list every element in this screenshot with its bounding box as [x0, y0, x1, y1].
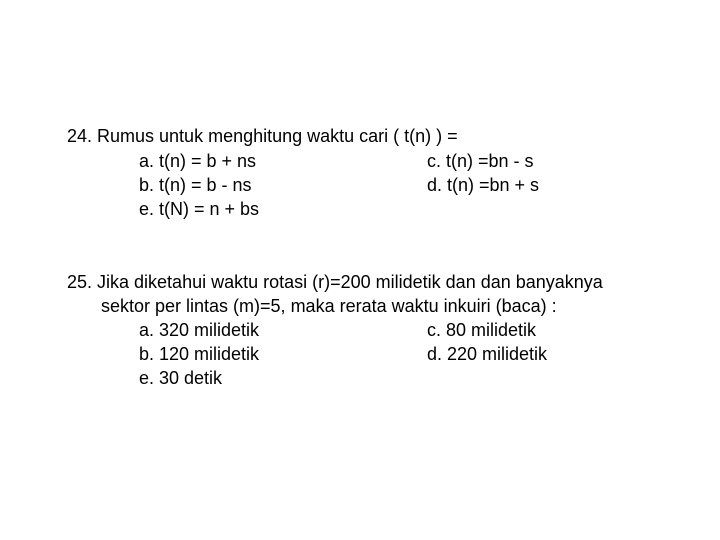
question-24-option-d: d. t(n) =bn + s — [427, 175, 540, 195]
question-24-text: 24. Rumus untuk menghitung waktu cari ( t(n) ) = — [67, 126, 458, 146]
question-24-option-c: c. t(n) =bn - s — [427, 151, 534, 171]
question-25-text-line2: sektor per lintas (m)=5, maka rerata waktu inkuiri (baca) : — [101, 296, 557, 316]
question-24-option-e: e. t(N) = n + bs — [139, 199, 260, 219]
question-25-text-line1: 25. Jika diketahui waktu rotasi (r)=200 milidetik dan dan banyaknya — [67, 272, 603, 292]
question-25-option-c: c. 80 milidetik — [427, 320, 537, 340]
question-25-option-d: d. 220 milidetik — [427, 344, 548, 364]
question-25-option-b: b. 120 milidetik — [139, 344, 260, 364]
question-25-option-a: a. 320 milidetik — [139, 320, 260, 340]
question-25-option-e: e. 30 detik — [139, 368, 223, 388]
question-24-option-b: b. t(n) = b - ns — [139, 175, 252, 195]
question-24-option-a: a. t(n) = b + ns — [139, 151, 257, 171]
